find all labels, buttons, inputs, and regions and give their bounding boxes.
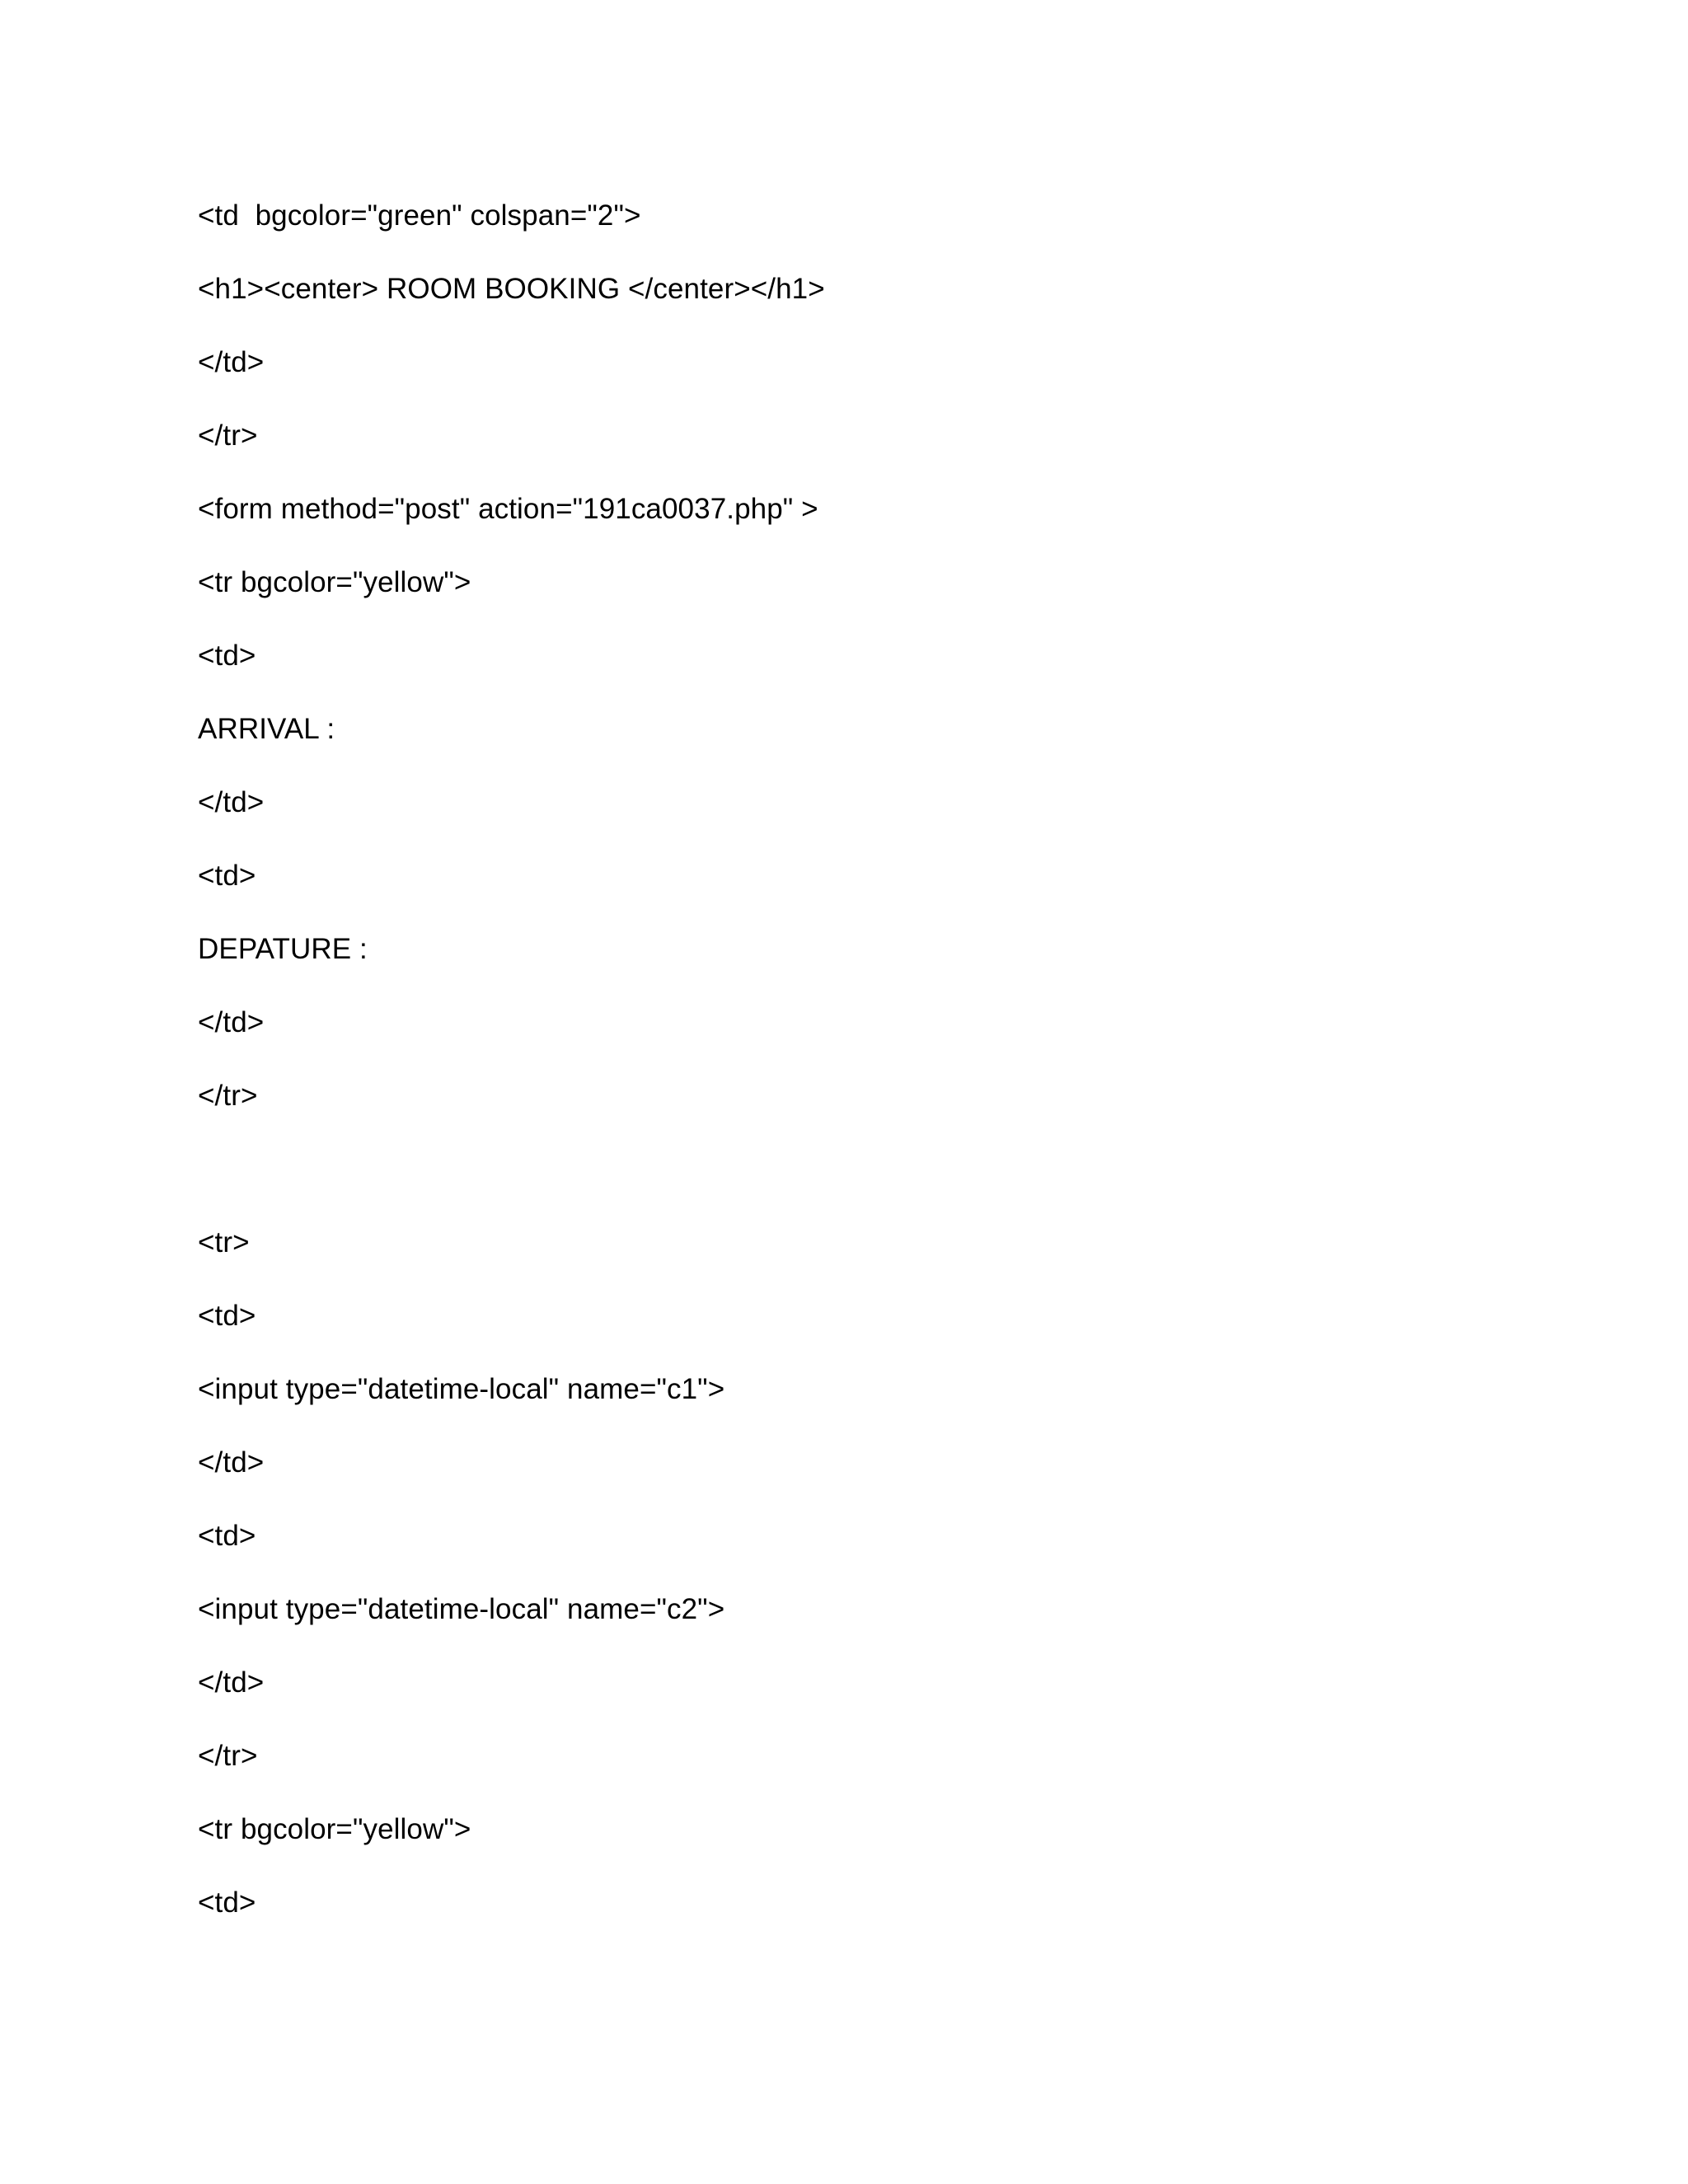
code-line: <td>	[198, 1520, 256, 1552]
code-line: </tr>	[198, 1740, 258, 1772]
code-line: </td>	[198, 1006, 265, 1038]
code-line: <input type="datetime-local" name="c2">	[198, 1593, 725, 1625]
code-line: <td bgcolor="green" colspan="2">	[198, 199, 641, 232]
code-line: ARRIVAL :	[198, 713, 335, 745]
code-line: </td>	[198, 1666, 265, 1699]
code-line: <h1><center> ROOM BOOKING </center></h1>	[198, 273, 825, 305]
code-line: <tr>	[198, 1226, 250, 1258]
code-line: </tr>	[198, 1080, 258, 1112]
code-line: </td>	[198, 786, 265, 818]
code-line: DEPATURE :	[198, 933, 368, 965]
code-line: <td>	[198, 860, 256, 892]
code-line: <input type="datetime-local" name="c1">	[198, 1373, 725, 1405]
code-line: <td>	[198, 640, 256, 672]
code-line: </tr>	[198, 419, 258, 452]
code-line: <form method="post" action="191ca0037.php" >	[198, 493, 818, 525]
code-line: <tr bgcolor="yellow">	[198, 566, 471, 598]
code-lines	[198, 198, 1599, 1958]
code-line: <td>	[198, 1300, 256, 1332]
code-line: </td>	[198, 346, 265, 378]
code-line: <tr bgcolor="yellow">	[198, 1813, 471, 1845]
code-line: </td>	[198, 1446, 265, 1479]
code-line: <td>	[198, 1886, 256, 1919]
